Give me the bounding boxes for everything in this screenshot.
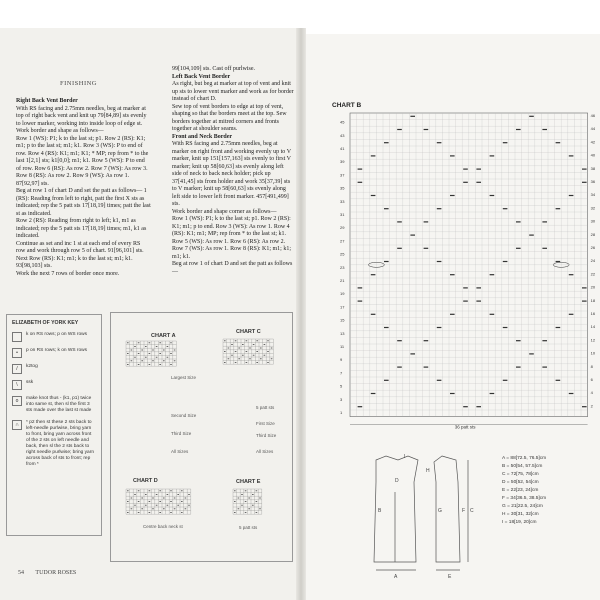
col1-para-0: Right Back Vent Border (16, 98, 78, 104)
chart-b-stitch-marks (358, 116, 587, 408)
col2-para-6: Work border and shape corner as follows— (172, 208, 277, 215)
key-title: ELIZABETH OF YORK KEY (12, 320, 79, 326)
row-number-right: 38 (590, 165, 596, 171)
measurement-item: E = 22[23, 24]cm (502, 488, 539, 493)
key-description: * p2 then st these 2 sts back to left-needle purlwise, bring yarn to front, bring yarn across front of the 2 sts on left needle and back, then sl the 2 sts back to right needle purlwise; bring yarn across back of sts to front; rep from * (26, 420, 94, 467)
row-number-right: 28 (590, 231, 596, 237)
small-charts-box (110, 312, 293, 562)
row-number-right: 30 (590, 218, 596, 224)
key-description: make knot thus - (k1, p1) twice into same st, then sl the first 3 sts made over the last st made (26, 396, 92, 413)
row-number-right: 26 (590, 245, 596, 250)
row-number-left: 23 (340, 264, 345, 270)
row-number-right: 24 (590, 258, 596, 264)
col2-para-2: As right, but beg at marker at top of vent and knit up sts to lower vent marker and work as for border instead of chart D. (172, 81, 294, 102)
col1-para-4: Row 2 (RS): Reading from right to left; k1, m1 as indicated; rep the 5 patt sts 17[18,19] times; m1, k1 as indicated. (16, 218, 147, 239)
chart-c-title: CHART C (236, 329, 261, 335)
col1-para-2: Row 1 (WS): P1; k to the last st; p1. Row 2 (RS): K1; m1; p to the last st; m1; k1. Row 3 (WS): P to end of row. Row 4 (RS): K1; m1; K1; * MP; rep from * to the last 1[2,1] sts; k1[0,0]; m1; k1. Row 5 (WS): P to end of row. Row 6 (RS): As row 2. Row 7 (WS): As row 3. Row 8 (RS): As row 2. Row 9 (WS): As row 1. 87[92,97] sts. (16, 135, 149, 187)
row-number-left: 25 (340, 251, 345, 257)
measurement-item: B = 50[54, 57.5]cm (502, 464, 543, 469)
col1-para-7: Work the next 7 rows of border once more. (16, 270, 120, 277)
row-number-left: 15 (340, 317, 345, 323)
row-number-right: 16 (590, 311, 596, 316)
chart-b-grid (310, 105, 600, 445)
chart-c-label-4: All Sizes (256, 449, 274, 454)
row-number-left: 33 (340, 198, 345, 204)
chart-a-label-4: All Sizes (171, 449, 189, 454)
key-symbol-icon: • (12, 348, 22, 358)
key-row (12, 420, 96, 468)
schematic-letter: A (394, 574, 398, 580)
finishing-heading: FINISHING (60, 80, 97, 87)
key-description: k2tog (26, 364, 38, 369)
row-number-right: 2 (590, 403, 593, 409)
chart-d-label: Centre back neck st (143, 524, 183, 529)
schematic-letter: H (426, 468, 430, 474)
schematic-letter: D (395, 478, 399, 484)
col2-para-8: Beg at row 1 of chart D and set the patt as follows— (172, 261, 293, 275)
row-number-right: 40 (590, 152, 596, 158)
measurement-item: G = 21[22.5, 24]cm (502, 504, 543, 509)
row-number-right: 32 (590, 205, 596, 211)
chart-a-label-1: Largest Size (171, 375, 197, 380)
key-row (12, 364, 96, 374)
col1-para-1: With RS facing and 2.75mm needles, beg at marker at top of right back vent and knit up 79[84,89] sts evenly to lower marker, working into inside loop of edge st. Work border and shape as follows— (16, 105, 147, 134)
key-row (12, 348, 96, 358)
book-gutter (296, 28, 306, 600)
chart-e-grid (233, 489, 262, 514)
chart-d-grid (126, 489, 191, 514)
row-number-left: 27 (340, 238, 345, 244)
row-number-left: 41 (340, 146, 345, 151)
chart-a-grid (126, 341, 176, 366)
chart-c-label-2: First Size (256, 421, 275, 426)
col1-para-3: Beg at row 1 of chart D and set the patt as follows— 1 (RS): Reading from left to right, patt the first X sts as indicated; rep the 5 patt sts 17[18,19] times; patt the last st as indicated. (16, 188, 151, 217)
schematic-letter: C (470, 508, 474, 514)
col1-para-5: Continue as set and inc 1 st at each end of every RS row and work through row 5 of chart. 91[96,101] sts. (16, 240, 144, 254)
chart-d-title: CHART D (133, 478, 158, 484)
garment-schematic (364, 452, 484, 582)
key-symbol-icon: ∩ (12, 420, 22, 430)
chart-c-grid (223, 339, 273, 364)
row-number-right: 22 (590, 271, 596, 277)
col2-para-0: 99[104,109] sts. Cast off purlwise. (172, 66, 256, 72)
measurement-item: F = 34[36.5, 38.5]cm (502, 496, 547, 501)
chart-c-label-3: Third Size (256, 433, 277, 438)
row-number-right: 18 (590, 297, 596, 303)
schematic-letter: F (462, 508, 466, 514)
col2-para-3: Sew top of vent borders to edge at top of vent, shaping so that the borders meet at the top. Sew borders together at mitred corners and fronts together at shoulder seams. (172, 103, 287, 132)
measurement-item: C = 72[75, 78]cm (502, 472, 539, 477)
row-number-left: 31 (340, 212, 345, 217)
row-number-right: 46 (590, 113, 596, 118)
small-charts-svg (111, 313, 294, 563)
row-number-right: 10 (590, 350, 596, 356)
schematic-letter: I (404, 454, 406, 460)
schematic-letter: E (448, 574, 452, 580)
page-number: 54 (18, 570, 24, 576)
row-number-left: 35 (340, 185, 345, 191)
row-number-right: 36 (590, 179, 596, 184)
row-number-right: 44 (590, 126, 596, 132)
key-symbol-icon (12, 332, 22, 342)
measurement-item: D = 50[52, 54]cm (502, 480, 539, 485)
row-number-left: 21 (340, 278, 345, 283)
key-row (12, 396, 96, 414)
row-number-left: 3 (340, 396, 343, 402)
row-number-left: 29 (340, 225, 345, 231)
schematic-letter: B (378, 508, 382, 514)
page-footer (18, 570, 86, 576)
measurement-item: H = 30[31, 32]cm (502, 512, 539, 517)
instructions-column-1 (16, 98, 151, 278)
row-number-right: 12 (590, 337, 596, 343)
schematic-letter: G (438, 508, 442, 514)
key-symbol-icon: \ (12, 380, 22, 390)
row-number-left: 37 (340, 172, 345, 178)
row-number-left: 11 (340, 344, 345, 349)
key-symbol-icon: o (12, 396, 22, 406)
chart-a-label-2: Second Size (171, 413, 197, 418)
row-number-right: 8 (590, 363, 593, 369)
chart-e-title: CHART E (236, 479, 261, 485)
key-row (12, 332, 96, 342)
chart-c-label-1: 5 patt sts (256, 405, 275, 410)
measurement-item: A = 88[72.5, 76.5]cm (502, 456, 547, 461)
row-number-left: 1 (340, 410, 343, 415)
row-number-right: 14 (590, 324, 596, 330)
row-number-right: 20 (590, 284, 596, 290)
stitch-key-box (6, 314, 102, 536)
row-number-left: 39 (340, 159, 345, 165)
chart-b-cells (350, 113, 588, 417)
row-number-left: 17 (340, 304, 345, 310)
row-number-left: 43 (340, 132, 345, 138)
row-number-right: 34 (590, 192, 596, 198)
col2-para-4: Front and Neck Border (172, 133, 233, 140)
book-title: TUDOR ROSES (35, 570, 77, 576)
chart-e-label: 5 patt sts (239, 525, 258, 530)
row-number-left: 13 (340, 330, 345, 336)
measurement-item: I = 18[19, 20]cm (502, 520, 537, 525)
key-description: ssk (26, 380, 34, 385)
col2-para-1: Left Back Vent Border (172, 73, 231, 80)
patt-sts-label: 36 patt sts (454, 424, 476, 430)
row-number-left: 19 (340, 291, 345, 297)
key-description: k on RS rows; p on WS rows (26, 332, 88, 337)
row-number-left: 7 (340, 370, 343, 376)
col2-para-7: Row 1 (WS): P1; k to the last st; p1. Row 2 (RS): K1; m1; p to end. Row 3 (WS): As row 1. Row 4 (RS): K1; m1; MP; rep from * to the last st; k1. Row 5 (WS): As row 1. Row 6 (RS): As row 2. Row 7 (WS): As row 1. Row 8 (RS): K1; m1; k1; m1; k1. (172, 216, 292, 260)
key-symbol-icon: / (12, 364, 22, 374)
col2-para-5: With RS facing and 2.75mm needles, beg at marker on right front and working evenly up to V marker, knit up 151[157,163] sts evenly to first V marker; knit up 58[60,63] sts evenly along left side of neck to back neck holder; pick up 37[41,45] sts from holder and work 35[37,39] sts to V marker; knit up 58[60,63] sts evenly along left side to lower left front marker. 457[491,499] sts. (172, 141, 291, 207)
chart-a-title: CHART A (151, 333, 176, 339)
chart-a-label-3: Third Size (171, 431, 192, 436)
key-description: p on RS rows; k on WS rows (26, 348, 88, 353)
col1-para-6: Next Row (RS): K1; m1; k to the last st; m1; k1. 93[98,103] sts. (16, 255, 133, 269)
row-number-right: 4 (590, 390, 593, 396)
row-number-left: 9 (340, 357, 343, 363)
row-number-right: 42 (590, 139, 596, 145)
instructions-column-2 (172, 66, 294, 276)
row-number-left: 45 (340, 119, 345, 125)
key-row (12, 380, 96, 390)
measurements-list (502, 455, 546, 527)
row-number-left: 5 (340, 383, 343, 389)
row-number-right: 6 (590, 377, 593, 382)
chart-b-title: CHART B (332, 102, 362, 109)
